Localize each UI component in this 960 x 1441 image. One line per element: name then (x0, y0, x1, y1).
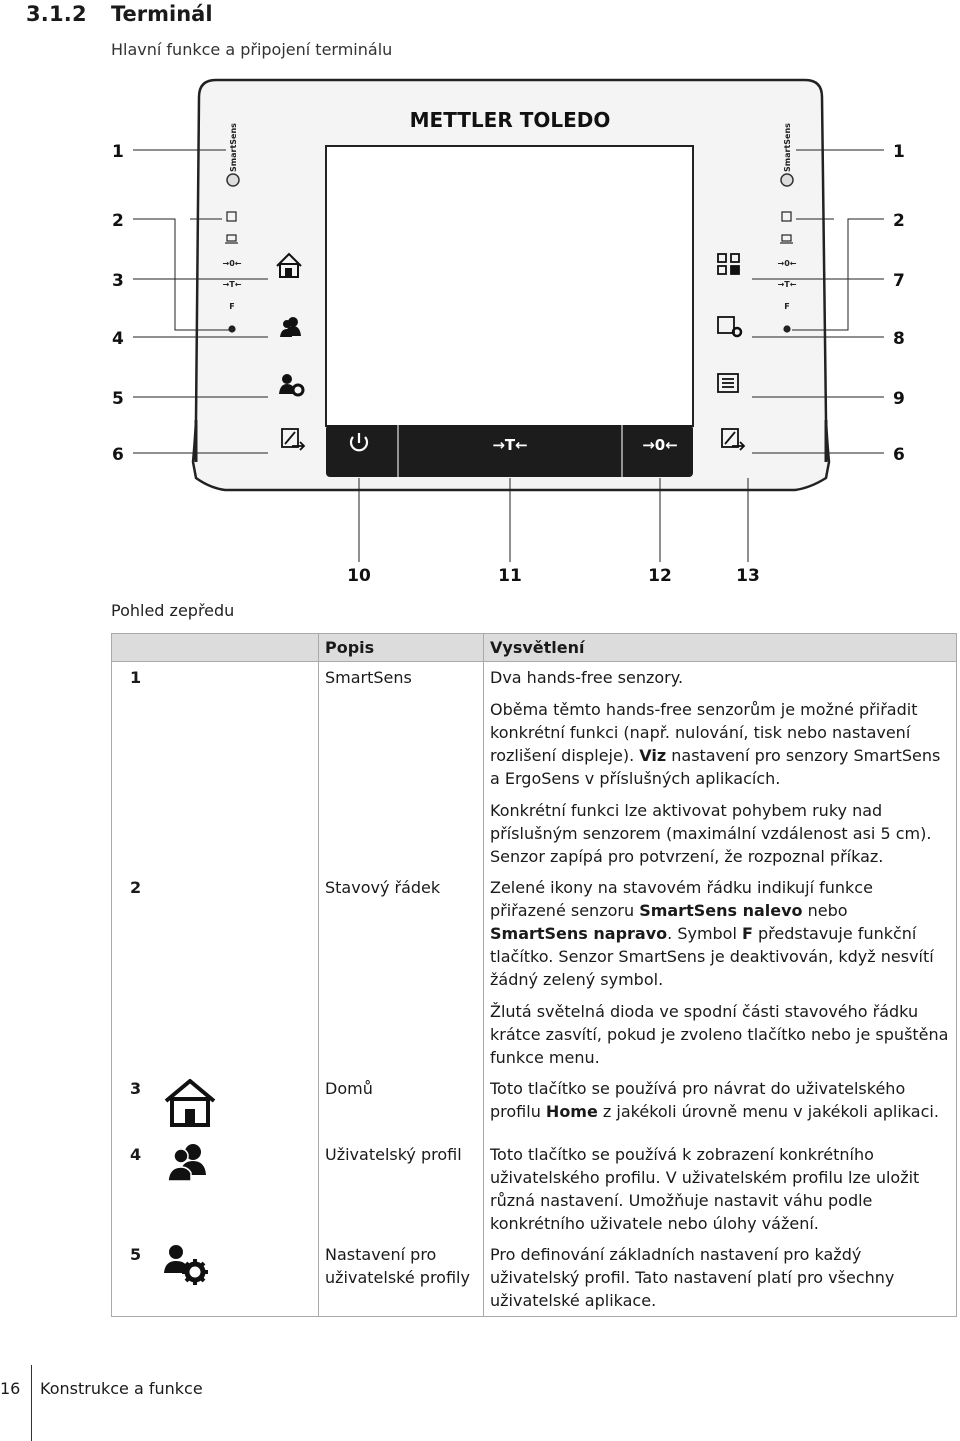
user-settings-icon (160, 1243, 214, 1287)
callouts-left (112, 142, 124, 465)
zero-key-label: →0← (642, 436, 678, 454)
svg-text:12: 12 (648, 566, 672, 586)
smartsens-right-sensor (781, 174, 793, 186)
svg-text:13: 13 (736, 566, 760, 586)
footer-divider (31, 1365, 32, 1441)
svg-text:8: 8 (893, 329, 905, 349)
svg-text:6: 6 (893, 445, 905, 465)
callouts-bottom (347, 566, 760, 586)
tare-key-label: →T← (492, 436, 528, 454)
section-number: 3.1.2 (26, 2, 87, 26)
svg-text:2: 2 (893, 211, 905, 231)
smartsens-right-label: SmartSens (783, 123, 792, 172)
callouts-right (893, 142, 905, 465)
smartsens-left-sensor (227, 174, 239, 186)
legend-table (111, 633, 957, 1317)
svg-text:10: 10 (347, 566, 371, 586)
footer-chapter: Konstrukce a funkce (40, 1379, 203, 1398)
brand-logo: METTLER TOLEDO (409, 108, 611, 132)
svg-text:6: 6 (112, 445, 124, 465)
svg-text:9: 9 (893, 389, 905, 409)
table-row: 4 Uživatelský profil Toto tlačítko se používá k zobrazení konkrétního uživatelského profilu. V uživatelském profilu lze uložit různá nastavení. Umožňuje nastavit váhu podle konkrétního uživatele nebo úlohy vážení. (112, 1139, 957, 1239)
svg-text:3: 3 (112, 271, 124, 291)
table-row: 5 Nastavení pro uživatelské profily Pro definování základních nastavení pro každý uživatelský profil. Tato nastavení platí pro všechny uživatelské aplikace. (112, 1239, 957, 1317)
svg-text:5: 5 (112, 389, 124, 409)
section-title: Terminál (111, 2, 213, 26)
svg-text:11: 11 (498, 566, 522, 586)
terminal-diagram (0, 70, 960, 600)
header-desc: Vysvětlení (484, 634, 957, 662)
svg-text:→0←: →0← (222, 259, 242, 268)
svg-text:2: 2 (112, 211, 124, 231)
table-row: 1 SmartSens Dva hands-free senzory. Oběma těmto hands-free senzorům je možné přiřadit konkrétní funkci (např. nulování, tisk nebo nastavení rozlišení displeje). Viz nastavení pro senzory SmartSens a ErgoSens v příslušných aplikacích. Konkrétní funkci lze aktivovat pohybem ruky nad příslušným senzorem (maximální vzdálenost asi 5 cm). Senzor zapípá pro potvrzení, že rozpoznal příkaz. (112, 662, 957, 873)
table-row: 3 Domů Toto tlačítko se používá pro návrat do uživatelského profilu Home z jakékoli úrovně menu v jakékoli aplikaci. (112, 1073, 957, 1139)
smartsens-left-label: SmartSens (229, 123, 238, 172)
svg-text:7: 7 (893, 271, 905, 291)
header-name: Popis (319, 634, 484, 662)
svg-text:→T←: →T← (222, 280, 242, 289)
svg-text:1: 1 (893, 142, 905, 162)
page-number: 16 (0, 1379, 21, 1398)
svg-text:F: F (784, 302, 790, 311)
svg-text:→T←: →T← (777, 280, 797, 289)
svg-text:4: 4 (112, 329, 124, 349)
section-subtitle: Hlavní funkce a připojení terminálu (111, 40, 393, 59)
figure-caption: Pohled zepředu (111, 601, 235, 620)
user-profile-icon (160, 1143, 214, 1183)
table-row: 2 Stavový řádek Zelené ikony na stavovém řádku indikují funkce přiřazené senzoru SmartSens nalevo nebo SmartSens napravo. Symbol F představuje funkční tlačítko. Senzor SmartSens je deaktivován, když nesvítí žádný zelený symbol. Žlutá světelná dioda ve spodní části stavového řádku krátce zasvítí, pokud je zvoleno tlačítko nebo je spuštěna funkce menu. (112, 872, 957, 1073)
svg-text:F: F (229, 302, 235, 311)
svg-text:→0←: →0← (777, 259, 797, 268)
home-icon (160, 1077, 220, 1129)
svg-text:1: 1 (112, 142, 124, 162)
display-screen (326, 146, 693, 426)
